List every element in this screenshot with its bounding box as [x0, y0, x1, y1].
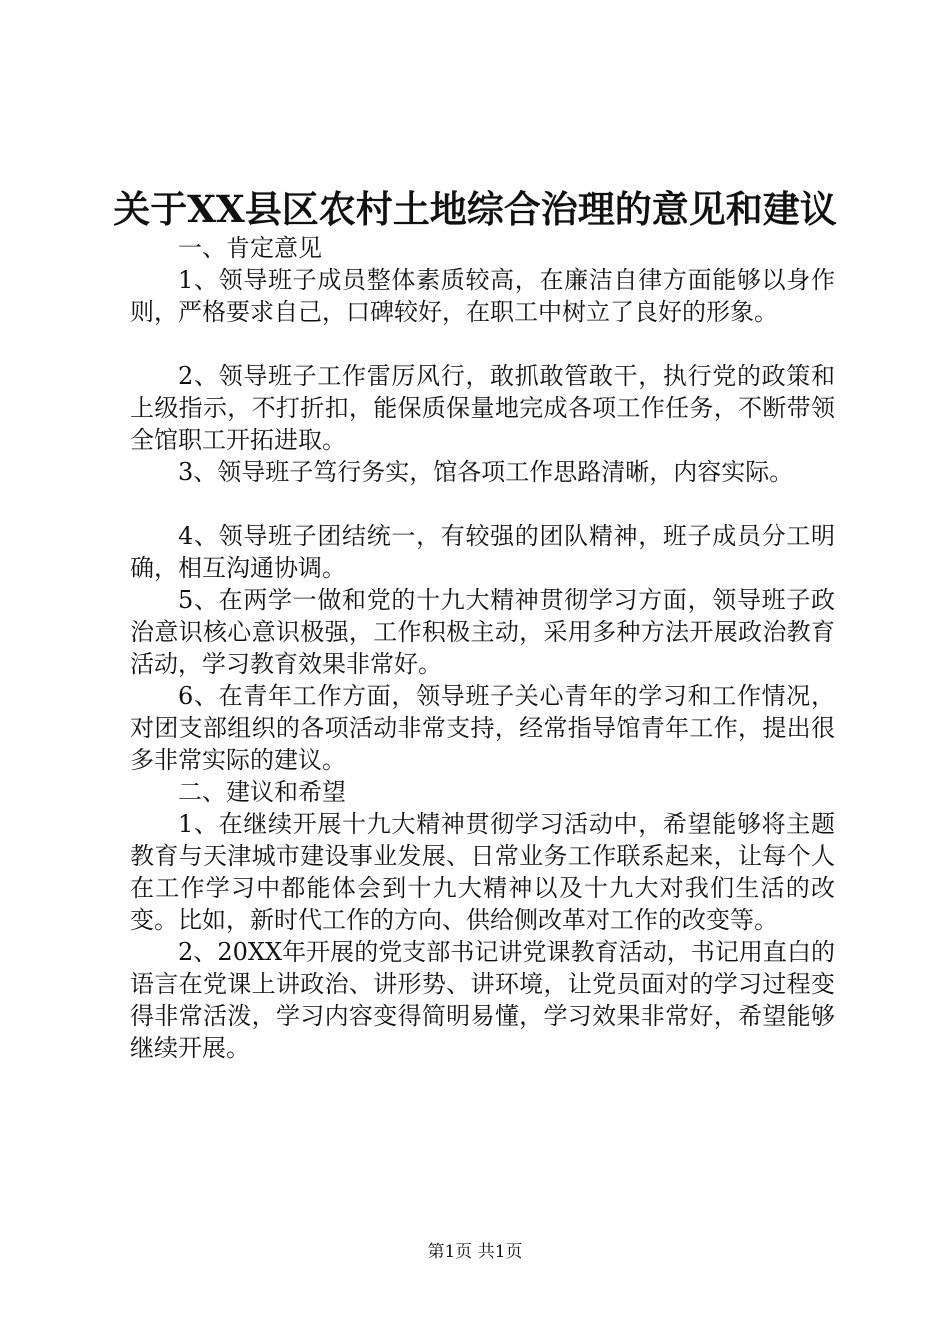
- paragraph-item: 5、在两学一做和党的十九大精神贯彻学习方面，领导班子政治意识核心意识极强，工作积极主动，采用多种方法开展政治教育活动，学习教育效果非常好。: [130, 586, 835, 678]
- document-body: [130, 232, 835, 1064]
- paragraph-item: 2、20XX年开展的党支部书记讲党课教育活动，书记用直白的语言在党课上讲政治、讲形势、讲环境，让党员面对的学习过程变得非常活泼，学习内容变得简明易懂，学习效果非常好，希望能够继续开展。: [130, 938, 835, 1062]
- paragraph-item: 3、领导班子笃行务实，馆各项工作思路清晰，内容实际。: [178, 458, 794, 486]
- paragraph-item: 4、领导班子团结统一，有较强的团队精神，班子成员分工明确，相互沟通协调。: [130, 522, 835, 582]
- document-title: 关于XX县区农村土地综合治理的意见和建议: [113, 187, 837, 231]
- paragraph-item: 1、在继续开展十九大精神贯彻学习活动中，希望能够将主题教育与天津城市建设事业发展、日常业务工作联系起来，让每个人在工作学习中都能体会到十九大精神以及十九大对我们生活的改变。比如，新时代工作的方向、供给侧改革对工作的改变等。: [130, 810, 835, 934]
- section-heading-suggestions: 二、建议和希望: [178, 778, 346, 806]
- paragraph-item: 2、领导班子工作雷厉风行，敢抓敢管敢干，执行党的政策和上级指示，不打折扣，能保质保量地完成各项工作任务，不断带领全馆职工开拓进取。: [130, 362, 835, 454]
- paragraph-item: 6、在青年工作方面，领导班子关心青年的学习和工作情况，对团支部组织的各项活动非常支持，经常指导馆青年工作，提出很多非常实际的建议。: [130, 682, 835, 774]
- paragraph-item: 1、领导班子成员整体素质较高，在廉洁自律方面能够以身作则，严格要求自己，口碑较好，在职工中树立了良好的形象。: [130, 266, 835, 326]
- page-footer: 第1页 共1页: [427, 1242, 523, 1262]
- section-heading-affirmation: 一、肯定意见: [178, 234, 322, 262]
